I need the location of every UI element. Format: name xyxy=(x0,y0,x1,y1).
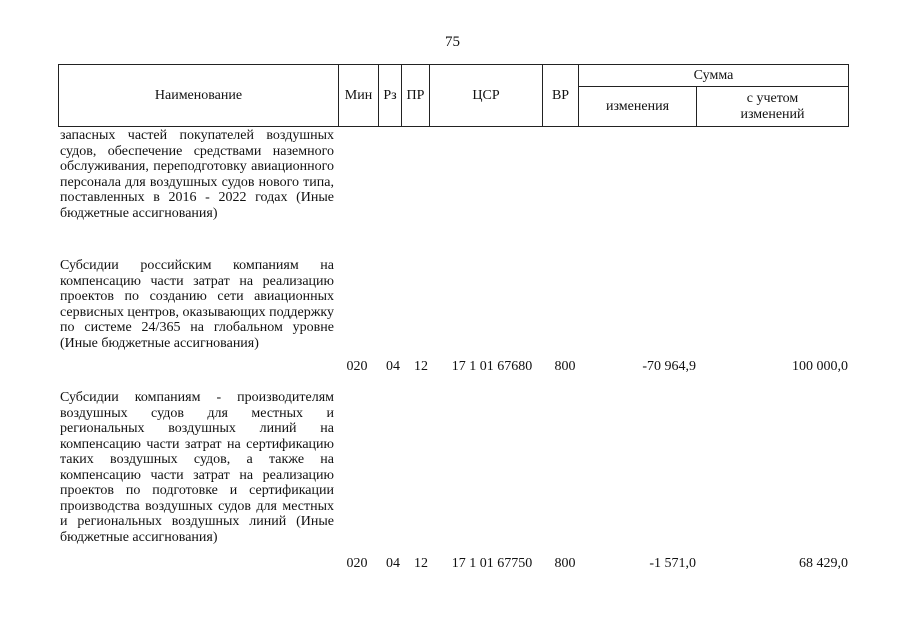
row-csr: 17 1 01 67750 xyxy=(451,556,533,571)
row-change: -70 964,9 xyxy=(642,359,696,374)
header-total xyxy=(697,87,849,127)
row-min: 020 xyxy=(346,556,368,571)
row-name: Субсидии компаниям - производителям воздушных судов для местных и региональных воздушных линий на компенсацию части затрат на сертификацию таких воздушных судов, а также на компенсацию части затрат на реализацию проектов по подготовке и сертификации производства воздушных судов для местных и региональных воздушных линий (Иные бюджетные ассигнования) xyxy=(60,390,334,545)
header-total-line1: с учетом xyxy=(746,90,799,106)
header-vr: ВР xyxy=(543,65,579,127)
row-name: Субсидии российским компаниям на компенсацию части затрат на реализацию проектов по созданию сети авиационных сервисных центров, оказывающих поддержку по системе 24/365 на глобальном уровне (Иные бюджетные ассигнования) xyxy=(60,258,334,351)
page-number: 75 xyxy=(445,34,460,50)
row-total: 100 000,0 xyxy=(792,359,848,374)
table-row xyxy=(58,258,852,376)
row-name: запасных частей покупателей воздушных судов, обеспечение средствами наземного обслуживания, переподготовку авиационного персонала для воздушных судов нового типа, поставленных в 2016 - 2022 годах (Иные бюджетные ассигнования) xyxy=(60,128,334,221)
table-row xyxy=(58,390,852,580)
header-change: изменения xyxy=(579,87,697,127)
row-min: 020 xyxy=(346,359,368,374)
row-rz: 04 xyxy=(386,556,400,571)
row-pr: 12 xyxy=(414,556,428,571)
row-total: 68 429,0 xyxy=(799,556,848,571)
header-csr: ЦСР xyxy=(430,65,543,127)
header-total-line2: изменений xyxy=(740,106,805,122)
header-sum: Сумма xyxy=(579,65,849,87)
header-rz: Рз xyxy=(379,65,402,127)
header-name: Наименование xyxy=(59,65,339,127)
row-csr: 17 1 01 67680 xyxy=(451,359,533,374)
table-header xyxy=(58,64,849,127)
header-pr: ПР xyxy=(402,65,430,127)
row-vr: 800 xyxy=(554,359,576,374)
row-rz: 04 xyxy=(386,359,400,374)
row-vr: 800 xyxy=(554,556,576,571)
header-min: Мин xyxy=(339,65,379,127)
table-row xyxy=(58,128,852,248)
row-change: -1 571,0 xyxy=(649,556,696,571)
row-pr: 12 xyxy=(414,359,428,374)
